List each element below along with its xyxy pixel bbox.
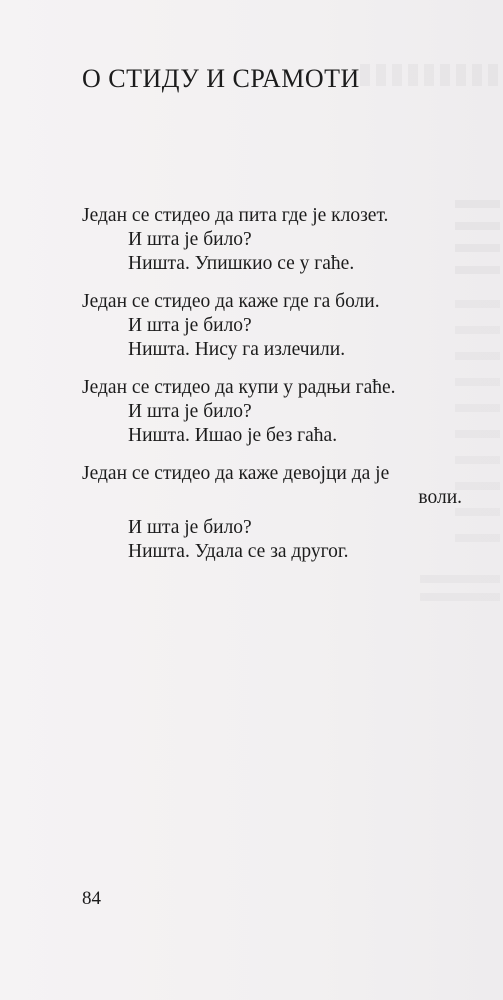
stanza-1 <box>82 204 462 276</box>
show-through-decoration <box>360 64 500 86</box>
stanza-line: Ништа. Упишкио се у гаће. <box>128 253 355 274</box>
page-number: 84 <box>82 888 101 909</box>
stanza-line: И шта је било? <box>128 401 252 422</box>
stanza-line: И шта је било? <box>128 315 252 336</box>
stanza-line: Ништа. Нису га излечили. <box>128 339 346 360</box>
stanza-2 <box>82 290 462 362</box>
stanza-line: Ништа. Удала се за другог. <box>128 541 349 562</box>
stanza-line: И шта је било? <box>128 517 252 538</box>
stanza-line: И шта је било? <box>128 229 252 250</box>
stanza-line: Један се стидео да пита где је клозет. <box>82 205 389 226</box>
stanza-line: Један се стидео да каже девојци да је <box>82 463 390 484</box>
stanza-4 <box>82 462 462 564</box>
stanza-3 <box>82 376 462 448</box>
stanza-line: Један се стидео да купи у радњи гаће. <box>82 377 396 398</box>
show-through-decoration <box>420 575 500 605</box>
stanza-line: Један се стидео да каже где га боли. <box>82 291 380 312</box>
poem-title: О СТИДУ И СРАМОТИ <box>82 64 360 93</box>
stanza-line: Ништа. Ишао је без гаћа. <box>128 425 338 446</box>
stanza-line-continuation: воли. <box>418 487 462 508</box>
